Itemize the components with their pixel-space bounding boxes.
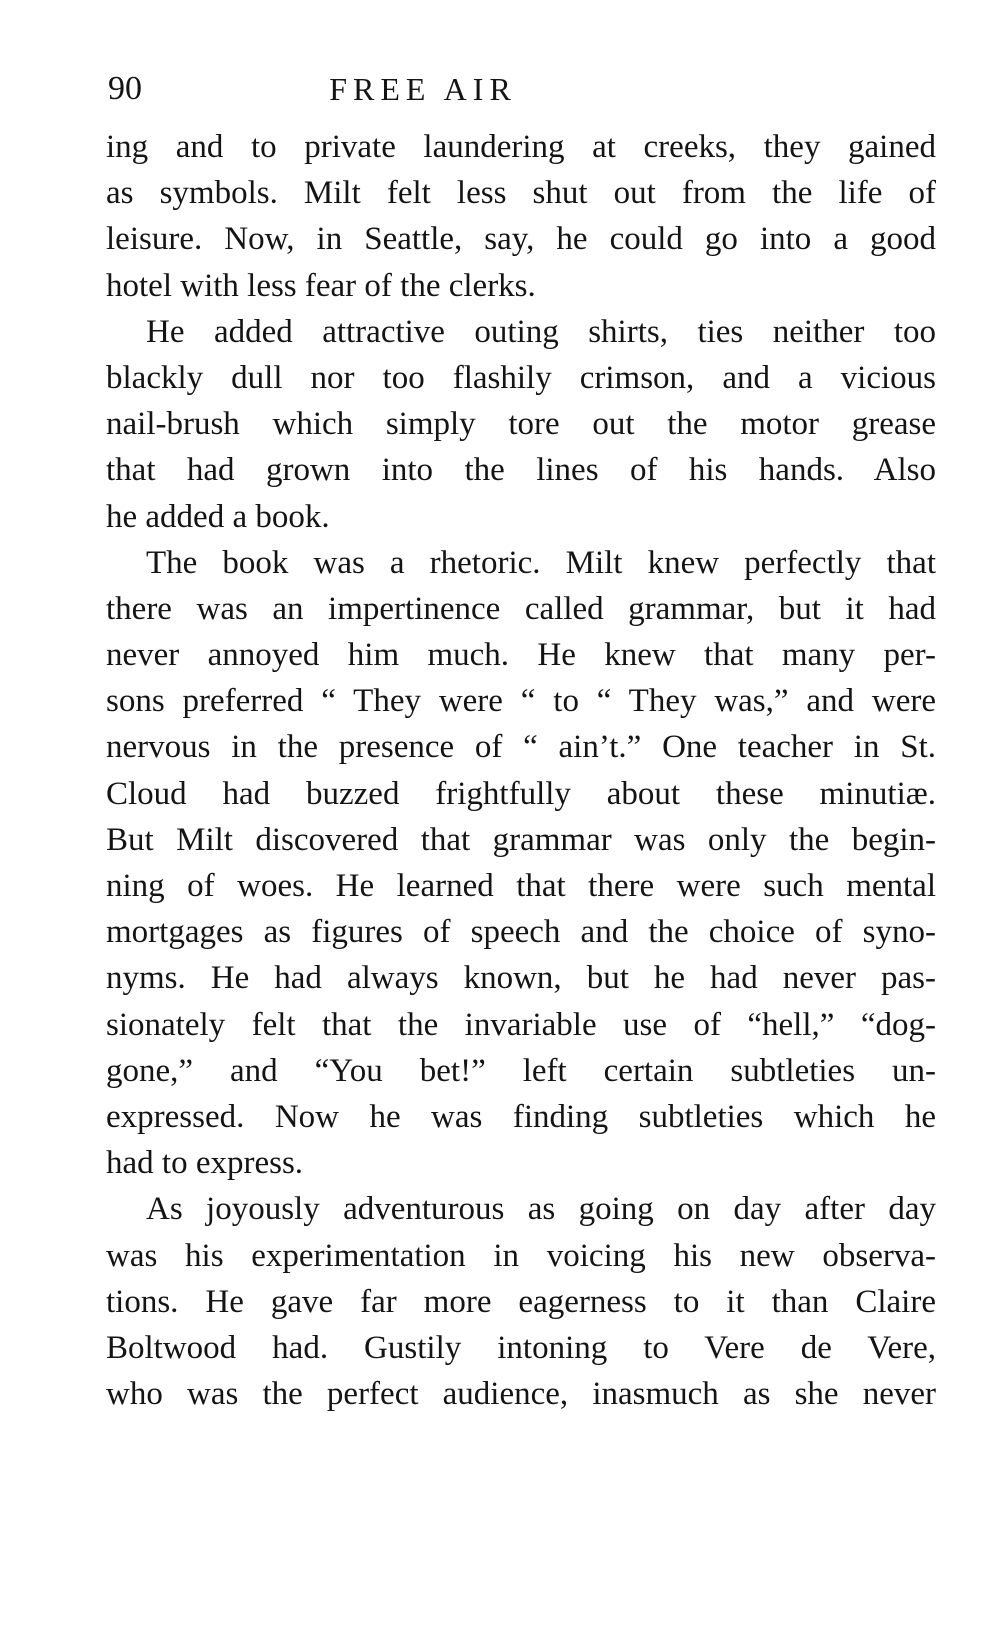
- text-line: gone,” and “You bet!” left certain subtleties un-: [106, 1052, 936, 1089]
- body-text: [106, 124, 936, 1417]
- text-line: But Milt discovered that grammar was only the begin-: [106, 821, 936, 858]
- text-line: nervous in the presence of “ ain’t.” One teacher in St.: [106, 729, 936, 766]
- text-line: he added a book.: [106, 498, 330, 535]
- text-line: hotel with less fear of the clerks.: [106, 267, 536, 304]
- text-line: ning of woes. He learned that there were such mental: [106, 868, 936, 904]
- text-line: As joyously adventurous as going on day after day: [146, 1191, 936, 1228]
- running-head: [108, 66, 938, 112]
- text-line: Cloud had buzzed frightfully about these minutiæ.: [106, 775, 936, 812]
- text-line: nyms. He had always known, but he had never pas-: [106, 960, 936, 997]
- text-line: there was an impertinence called grammar, but it had: [106, 590, 936, 627]
- text-line: who was the perfect audience, inasmuch as she never: [106, 1376, 936, 1413]
- text-line: The book was a rhetoric. Milt knew perfectly that: [146, 544, 936, 581]
- text-line: never annoyed him much. He knew that many per-: [106, 637, 936, 674]
- book-title: FREE AIR: [329, 71, 517, 107]
- text-line: as symbols. Milt felt less shut out from the life of: [106, 175, 936, 212]
- text-line: ing and to private laundering at creeks, they gained: [106, 129, 936, 165]
- text-line: He added attractive outing shirts, ties neither too: [146, 313, 936, 350]
- text-line: tions. He gave far more eagerness to it than Claire: [106, 1283, 936, 1320]
- text-line: had to express.: [106, 1145, 304, 1182]
- text-line: leisure. Now, in Seattle, say, he could go into a good: [106, 221, 936, 258]
- text-line: blackly dull nor too flashily crimson, and a vicious: [106, 359, 936, 396]
- text-line: expressed. Now he was finding subtleties which he: [106, 1098, 936, 1135]
- page-number: 90: [108, 70, 142, 107]
- text-line: Boltwood had. Gustily intoning to Vere de Vere,: [106, 1329, 936, 1366]
- text-line: mortgages as figures of speech and the choice of syno-: [106, 914, 936, 951]
- text-line: was his experimentation in voicing his new observa-: [106, 1237, 936, 1274]
- text-line: sons preferred “ They were “ to “ They was,” and were: [106, 683, 936, 720]
- text-line: sionately felt that the invariable use of “hell,” “dog-: [106, 1006, 936, 1043]
- text-line: that had grown into the lines of his hands. Also: [106, 452, 936, 489]
- text-line: nail-brush which simply tore out the motor grease: [106, 406, 936, 443]
